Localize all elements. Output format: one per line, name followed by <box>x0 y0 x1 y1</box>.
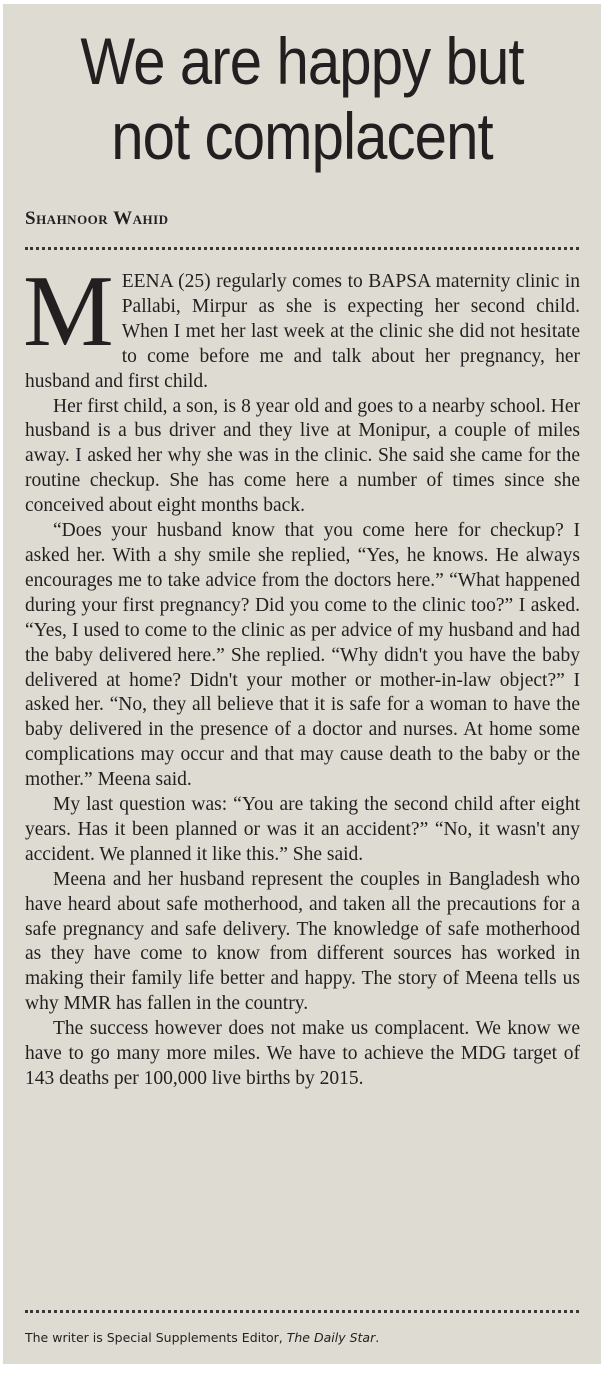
paragraph-4: My last question was: “You are taking the second child after eight years. Has it been planned or was it an accident?” “No, it wasn't any accident. We planned it like this.” She said. <box>25 794 580 865</box>
article-body <box>23 255 580 1092</box>
drop-cap: M <box>23 255 114 368</box>
author-note-text: The writer is Special Supplements Editor, <box>25 1330 287 1345</box>
bottom-dotted-divider <box>25 1310 579 1313</box>
paragraph-5: Meena and her husband represent the couples in Bangladesh who have heard about safe motherhood, and taken all the precautions for a safe pregnancy and safe delivery. The knowledge of safe motherhood as they have come to know from different sources has worked in making their family life better and happy. The story of Meena tells us why MMR has fallen in the country. <box>25 868 580 1015</box>
byline: Shahnoor Wahid <box>25 208 169 229</box>
headline <box>39 4 565 174</box>
author-note-end: . <box>375 1330 380 1345</box>
paragraph-2: Her first child, a son, is 8 year old and goes to a nearby school. Her husband is a bus driver and they live at Monipur, a couple of miles away. I asked her why she was in the clinic. She said she came for the routine checkup. She has come here a number of times since she conceived about eight months back. <box>25 395 580 517</box>
article-page <box>3 4 601 1364</box>
publication-name: The Daily Star <box>286 1330 376 1345</box>
author-note <box>25 1330 379 1345</box>
paragraph-6: The success however does not make us complacent. We know we have to go many more miles. We have to achieve the MDG target of 143 deaths per 100,000 live births by 2015. <box>25 1018 580 1089</box>
headline-line-2: not complacent <box>111 99 493 173</box>
paragraph-1 <box>23 255 580 395</box>
headline-line-1: We are happy but <box>80 24 524 98</box>
paragraph-3: “Does your husband know that you come here for checkup? I asked her. With a shy smile she replied, “Yes, he knows. He always encourages me to take advice from the doctors here.” “What happened during your first pregnancy? Did you come to the clinic too?” I asked. “Yes, I used to come to the clinic as per advice of my husband and had the baby delivered here.” She replied. “Why didn't you have the baby delivered at home? Didn't your mother or mother-in-law object?” I asked her. “No, they all believe that it is safe for a woman to have the baby delivered in the presence of a doctor and nurses. At home some complications may occur and that may cause death to the baby or the mother.” Meena said. <box>25 520 580 791</box>
top-dotted-divider <box>25 247 579 250</box>
paragraph-1-text: EENA (25) regularly comes to BAPSA maternity clinic in Pallabi, Mirpur as she is expecting her second child. When I met her last week at the clinic she did not hesitate to come before me and talk about her pregnancy, her husband and first child. <box>25 271 580 392</box>
